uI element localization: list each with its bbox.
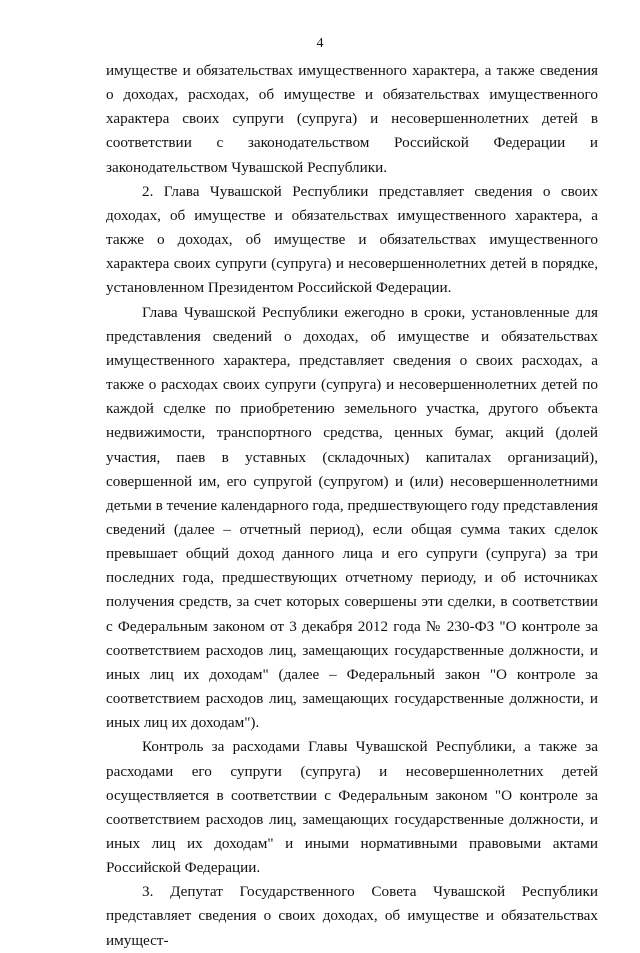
paragraph-continuation: имуществе и обязательствах имущественного характера, а также сведения о доходах, расходах, об имуществе и обязательствах имущественного характера своих супруги (супруга) и несовершеннолетних детей в соответствии с законодательством Российской Федерации и законодательством Чувашской Республики. — [106, 62, 598, 176]
document-body — [106, 59, 598, 953]
paragraph-expenses-declaration: Глава Чувашской Республики ежегодно в сроки, установленные для представления сведений о доходах, об имуществе и обязательствах имущественного характера, представляет сведения о своих расходах, а также о расходах своих супруги (супруга) и несовершеннолетних детей по каждой сделке по приобретению земельного участка, другого объекта недвижимости, транспортного средства, ценных бумаг, акций (долей участия, паев в уставных (складочных) капиталах организаций), совершенной им, его супругой (супругом) и (или) несовершеннолетними детьми в течение календарного года, предшествующего году представления сведений (далее – отчетный период), если общая сумма таких сделок превышает общий доход данного лица и его супруги (супруга) за три последних года, предшествующих отчетному периоду, и об источниках получения средств, за счет которых совершены эти сделки, в соответствии с Федеральным законом от 3 декабря 2012 года № 230-ФЗ "О контроле за соответствием расходов лиц, замещающих государственные должности, и иных лиц их доходам" (далее – Федеральный закон "О контроле за соответствием расходов лиц, замещающих государственные должности, и иных лиц их доходам"). — [106, 303, 598, 732]
paragraph-item-3: 3. Депутат Государственного Совета Чувашской Республики представляет сведения о своих доходах, об имуществе и обязательствах имущест- — [106, 883, 598, 949]
paragraph-item-2: 2. Глава Чувашской Республики представляет сведения о своих доходах, об имуществе и обязательствах имущественного характера, а также о доходах, об имуществе и обязательствах имущественного характера своих супруги (супруга) и несовершеннолетних детей в порядке, установленном Президентом Российской Федерации. — [106, 182, 598, 297]
page-number: 4 — [316, 36, 324, 51]
paragraph-expenses-control: Контроль за расходами Главы Чувашской Республики, а также за расходами его супруги (супруга) и несовершеннолетних детей осуществляется в соответствии с Федеральным законом "О контроле за соответствием расходов лиц, замещающих государственные должности, и иных лиц их доходам" и иными нормативными правовыми актами Российской Федерации. — [106, 738, 598, 877]
